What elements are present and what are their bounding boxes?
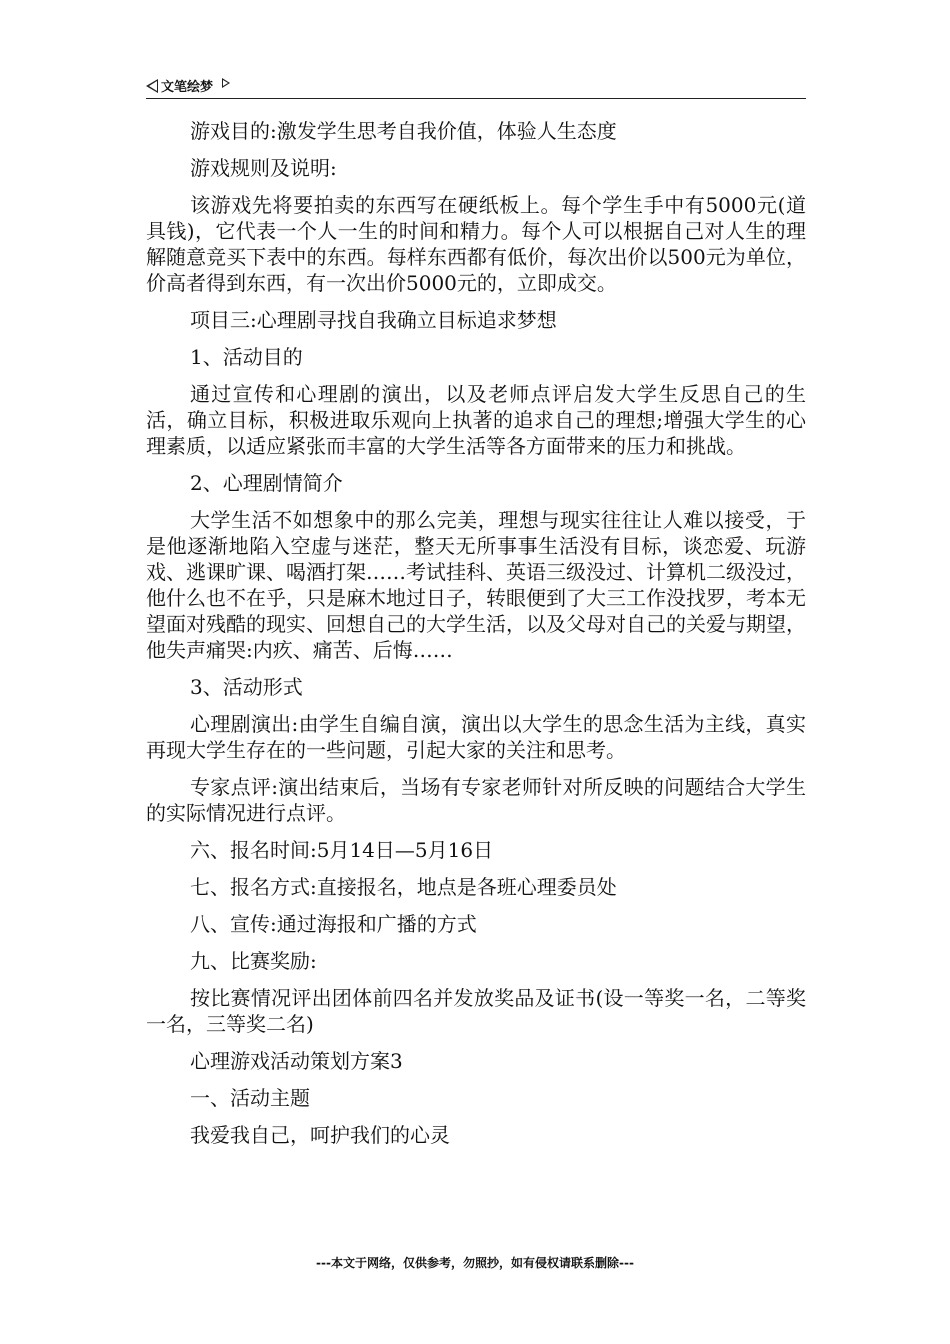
- paragraph: 心理游戏活动策划方案3: [190, 1049, 403, 1073]
- header-brand: [146, 76, 230, 95]
- page-footer: ---本文于网络，仅供参考，勿照抄，如有侵权请联系删除---: [316, 1256, 634, 1270]
- paragraph: 3、活动形式: [190, 675, 303, 699]
- paragraph: 六、报名时间:5月14日—5月16日: [190, 838, 494, 862]
- triangle-left-icon: [146, 79, 158, 93]
- paragraph: 大学生活不如想象中的那么完美，理想与现实往往让人难以接受，于是他逐渐地陷入空虚与迷茫，整天无所事事生活没有目标，谈恋爱、玩游戏、逃课旷课、喝酒打架……考试挂科、英语三级没过、计算机二级没过，他什么也不在乎，只是麻木地过日子，转眼便到了大三工作没找罗，考本无望面对残酷的现实、回想自己的大学生活，以及父母对自己的关爱与期望，他失声痛哭:内疚、痛苦、后悔……: [146, 508, 806, 662]
- triangle-right-icon: [222, 78, 230, 88]
- paragraph: 游戏规则及说明:: [190, 156, 337, 180]
- paragraph: 八、宣传:通过海报和广播的方式: [190, 912, 477, 936]
- header-brand-text: 文笔绘梦: [161, 80, 214, 95]
- paragraph: 按比赛情况评出团体前四名并发放奖品及证书(设一等奖一名，二等奖一名，三等奖二名): [146, 986, 806, 1036]
- paragraph: 2、心理剧情简介: [190, 471, 343, 495]
- paragraph: 九、比赛奖励:: [190, 949, 317, 973]
- paragraph: 游戏目的:激发学生思考自我价值，体验人生态度: [190, 119, 617, 143]
- paragraph: 一、活动主题: [190, 1086, 310, 1110]
- paragraph: 专家点评:演出结束后，当场有专家老师针对所反映的问题结合大学生的实际情况进行点评。: [146, 775, 806, 825]
- paragraph: 心理剧演出:由学生自编自演，演出以大学生的思念生活为主线，真实再现大学生存在的一些问题，引起大家的关注和思考。: [146, 712, 806, 762]
- paragraph: 该游戏先将要拍卖的东西写在硬纸板上。每个学生手中有5000元(道具钱)，它代表一个人一生的时间和精力。每个人可以根据自己对人生的理解随意竞买下表中的东西。每样东西都有低价，每次出价以500元为单位，价高者得到东西，有一次出价5000元的，立即成交。: [146, 193, 806, 295]
- paragraph: 项目三:心理剧寻找自我确立目标追求梦想: [190, 308, 557, 332]
- paragraph: 我爱我自己，呵护我们的心灵: [190, 1123, 450, 1147]
- document-body: [146, 118, 806, 1159]
- paragraph: 七、报名方式:直接报名，地点是各班心理委员处: [190, 875, 617, 899]
- paragraph: 通过宣传和心理剧的演出，以及老师点评启发大学生反思自己的生活，确立目标，积极进取乐观向上执著的追求自己的理想;增强大学生的心理素质，以适应紧张而丰富的大学生活等各方面带来的压力和挑战。: [146, 382, 806, 458]
- paragraph: 1、活动目的: [190, 345, 303, 369]
- page-header: [146, 74, 806, 99]
